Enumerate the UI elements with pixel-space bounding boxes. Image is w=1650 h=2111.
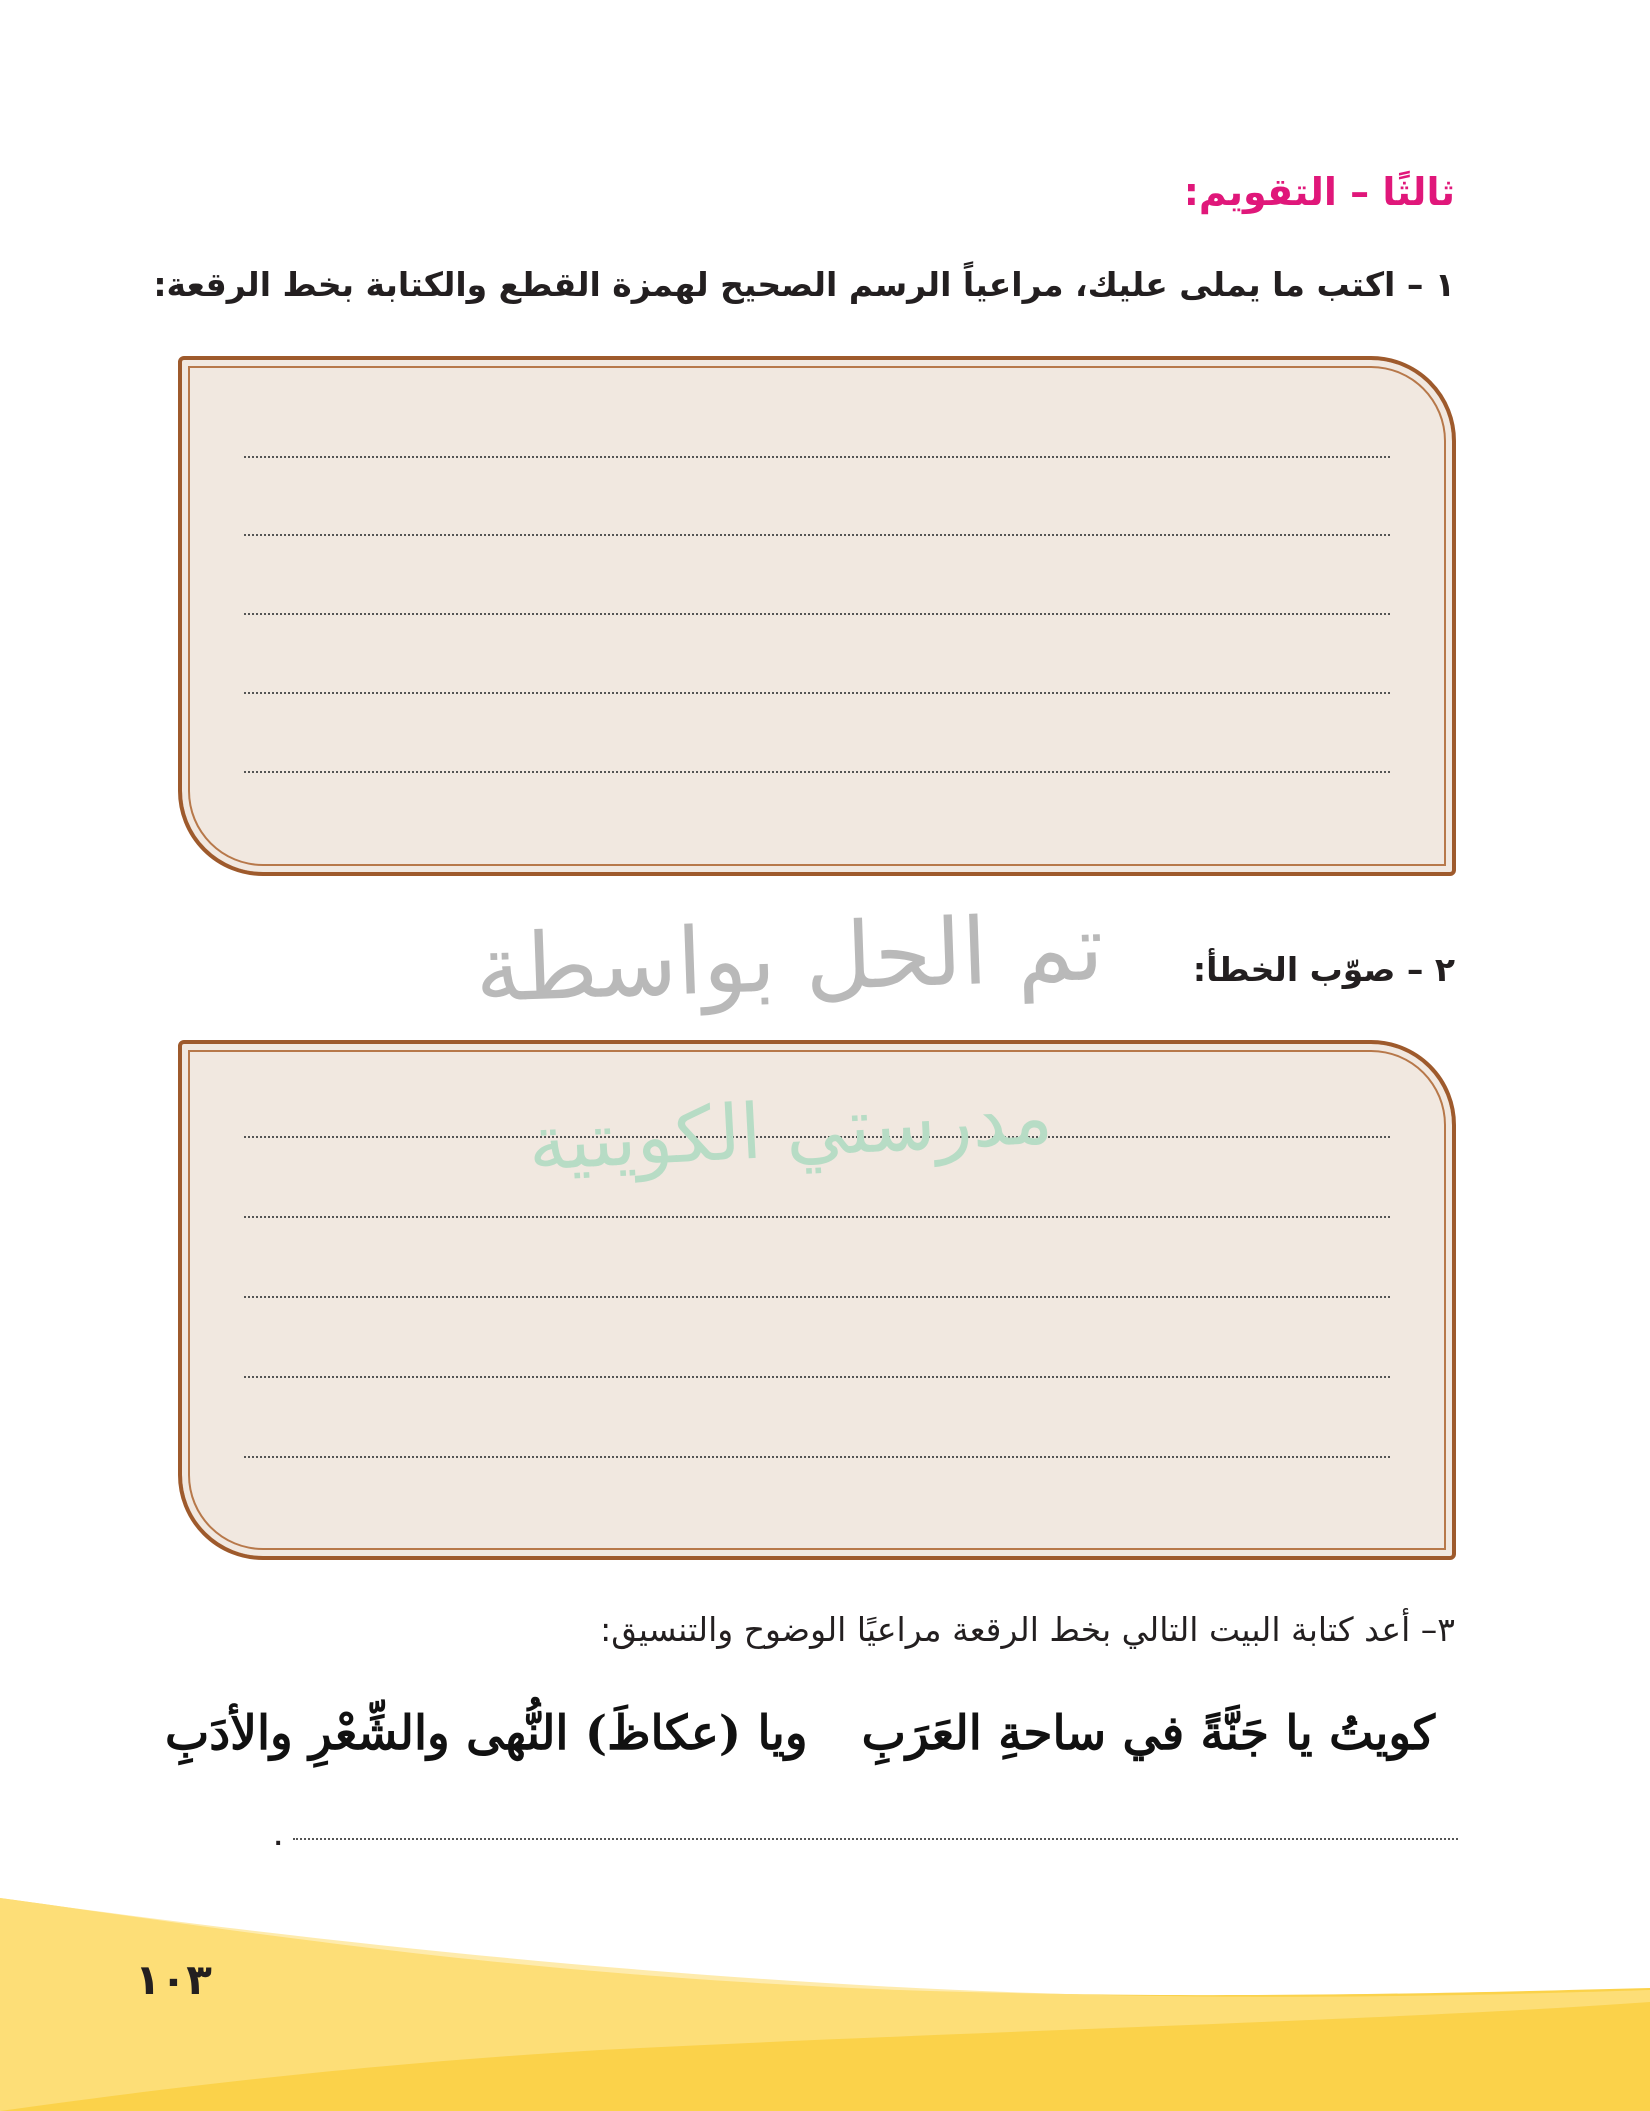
answer-line: [244, 1296, 1390, 1298]
page-number: ١٠٣: [135, 1955, 212, 2004]
dictation-answer-box[interactable]: [178, 356, 1456, 876]
question-2-instruction: ٢ – صوّب الخطأ:: [1192, 950, 1455, 989]
footer-wave: [0, 1880, 1650, 2111]
answer-end-mark: .: [274, 1826, 283, 1851]
answer-line: [244, 1376, 1390, 1378]
answer-line: [244, 1456, 1390, 1458]
watermark-school-name: مدرستي الكويتية: [526, 1071, 1055, 1188]
poem-verse: [165, 1706, 1435, 1796]
poem-second-hemistich: ويا (عكاظَ) النُّهى والشِّعْرِ والأدَبِ: [165, 1706, 808, 1761]
section-title: ثالثًا – التقويم:: [1183, 170, 1455, 214]
answer-line: [244, 534, 1390, 536]
answer-line: [244, 692, 1390, 694]
watermark-solved-by: تم الحل بواسطة: [473, 894, 1106, 1023]
question-1-instruction: ١ – اكتب ما يملى عليك، مراعياً الرسم الصحيح لهمزة القطع والكتابة بخط الرقعة:: [153, 265, 1455, 304]
question-3-instruction: ٣– أعد كتابة البيت التالي بخط الرقعة مراعيًا الوضوح والتنسيق:: [600, 1610, 1455, 1649]
answer-line: [244, 613, 1390, 615]
poem-answer-line[interactable]: [293, 1838, 1458, 1840]
answer-line: [244, 456, 1390, 458]
answer-line: [244, 1216, 1390, 1218]
poem-first-hemistich: كويتُ يا جَنَّةً في ساحةِ العَرَبِ: [861, 1706, 1435, 1761]
answer-line: [244, 771, 1390, 773]
